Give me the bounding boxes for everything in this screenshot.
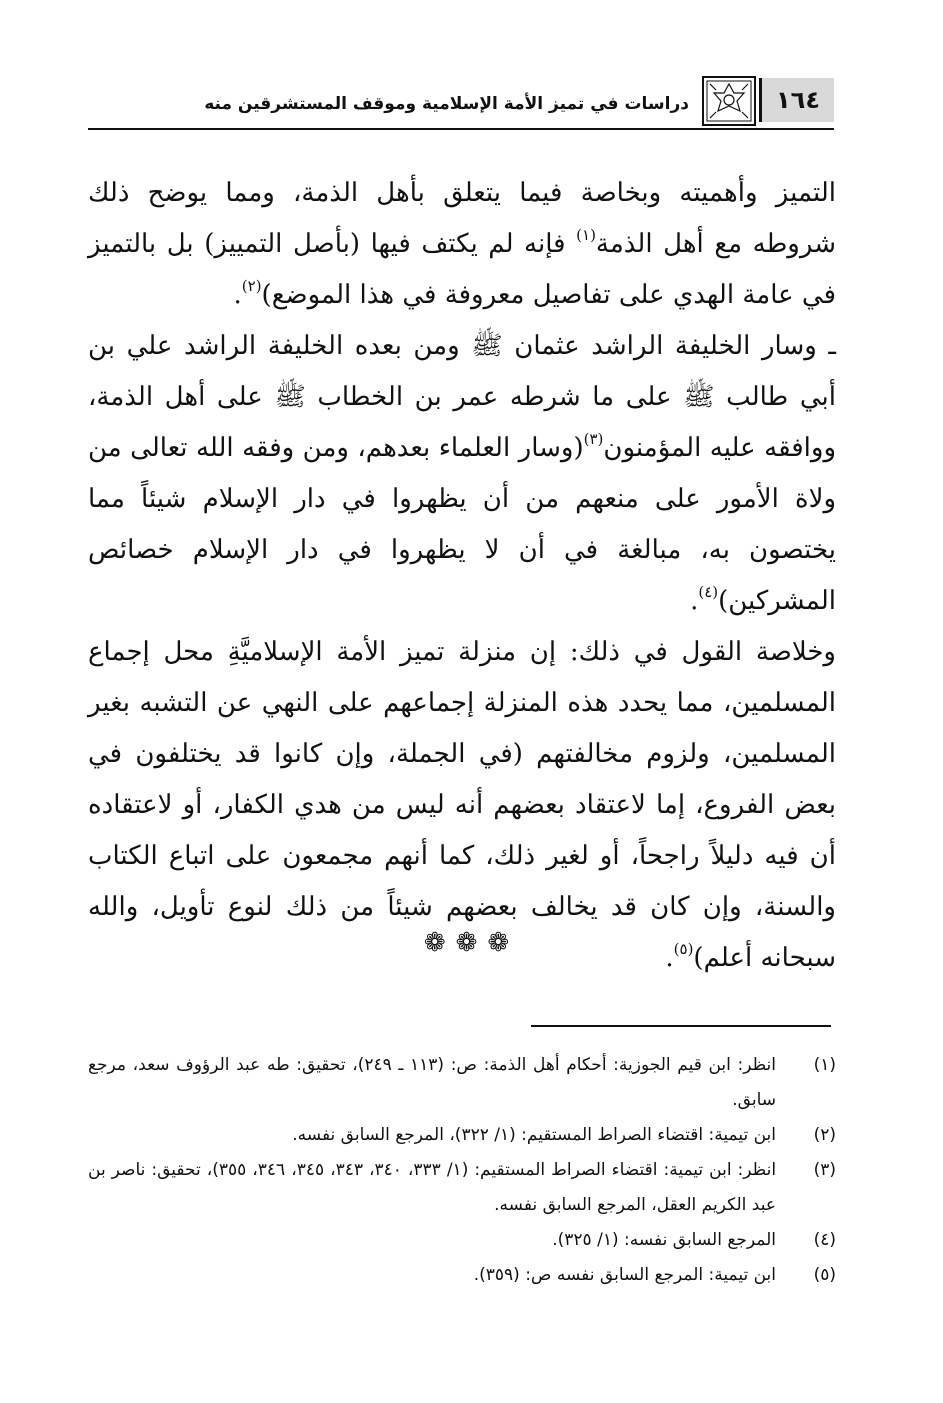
footnote-item bbox=[88, 1258, 836, 1293]
footnote-number: (٤) bbox=[813, 1230, 836, 1250]
footnotes bbox=[88, 1048, 836, 1293]
footnote-text: ابن تيمية: اقتضاء الصراط المستقيم: (١/ ٣٢٢)، المرجع السابق نفسه. bbox=[292, 1125, 776, 1145]
footnote-text: ابن تيمية: المرجع السابق نفسه ص: (٣٥٩). bbox=[473, 1265, 776, 1285]
footnote-item bbox=[88, 1048, 836, 1118]
footnote-item bbox=[88, 1153, 836, 1223]
footnote-rule bbox=[531, 1025, 831, 1027]
footnote-number: (٥) bbox=[813, 1265, 836, 1285]
header-rule bbox=[88, 128, 834, 130]
footnote-text: انظر: ابن تيمية: اقتضاء الصراط المستقيم: (١/ ٣٣٣، ٣٤٠، ٣٤٣، ٣٤٥، ٣٤٦، ٣٥٥)، تحقيق: ناصر بن عبد الكريم العقل، المرجع السابق نفسه. bbox=[88, 1160, 777, 1215]
footnote-number: (٣) bbox=[813, 1160, 836, 1180]
ornament-icon bbox=[702, 76, 756, 126]
footnote-number: (١) bbox=[813, 1055, 836, 1075]
footnote-number: (٢) bbox=[813, 1125, 836, 1145]
footnote-item bbox=[88, 1223, 836, 1258]
footnote-ref-1[interactable]: (١) bbox=[576, 226, 596, 244]
paragraph-1: التميز وأهميته وبخاصة فيما يتعلق بأهل الذمة، ومما يوضح ذلك شروطه مع أهل الذمة$^{(١)}$ فإنه لم يكتف فيها (بأصل التمييز) بل بالتميز في عامة الهدي على تفاصيل معروفة في هذا الموضع)$^{(٢)}$. bbox=[88, 178, 836, 310]
paragraph-2: ـ وسار الخليفة الراشد عثمان ﷺ ومن بعده الخليفة الراشد علي بن أبي طالب ﷺ على ما شرطه عمر بن الخطاب ﷺ على أهل الذمة، ووافقه عليه المؤمنون$^{(٣)}$(وسار العلماء بعدهم، ومن وفقه الله تعالى من ولاة الأمور على منعهم من أن يظهروا في دار الإسلام شيئاً مما يختصون به، مبالغة في أن لا يظهروا في دار الإسلام خصائص المشركين)$^{(٤)}$. bbox=[88, 331, 836, 616]
footnote-ref-3[interactable]: (٣) bbox=[583, 430, 604, 448]
book-title: دراسات في تميز الأمة الإسلامية وموقف المستشرقين منه bbox=[204, 94, 689, 114]
section-divider: ❁❁❁ bbox=[423, 928, 520, 958]
footnote-ref-2[interactable]: (٢) bbox=[241, 277, 262, 295]
page-number: ١٦٤ bbox=[759, 78, 834, 122]
footnote-text: انظر: ابن قيم الجوزية: أحكام أهل الذمة: ص: (١١٣ ـ ٢٤٩)، تحقيق: طه عبد الرؤوف سعد، مرجع سابق. bbox=[88, 1055, 776, 1110]
footnote-ref-4[interactable]: (٤) bbox=[698, 583, 719, 601]
paragraph-3: وخلاصة القول في ذلك: إن منزلة تميز الأمة الإسلاميَّةِ محل إجماع المسلمين، مما يحدد هذه المنزلة إجماعهم على النهي عن التشبه بغير المسلمين، ولزوم مخالفتهم (في الجملة، وإن كانوا قد يختلفون في بعض الفروع، إما لاعتقاد بعضهم أنه ليس من هدي الكفار، أو لاعتقاده أن فيه دليلاً راجحاً، أو لغير ذلك، كما أنهم مجمعون على اتباع الكتاب والسنة، وإن كان قد يخالف بعضهم شيئاً من ذلك لنوع تأويل، والله سبحانه أعلم)$^{(٥)}$. bbox=[88, 637, 836, 973]
footnote-text: المرجع السابق نفسه: (١/ ٣٢٥). bbox=[552, 1230, 776, 1250]
footnote-item bbox=[88, 1118, 836, 1153]
footnote-ref-5[interactable]: (٥) bbox=[673, 940, 694, 958]
page-header bbox=[88, 70, 834, 130]
main-text bbox=[88, 168, 836, 984]
